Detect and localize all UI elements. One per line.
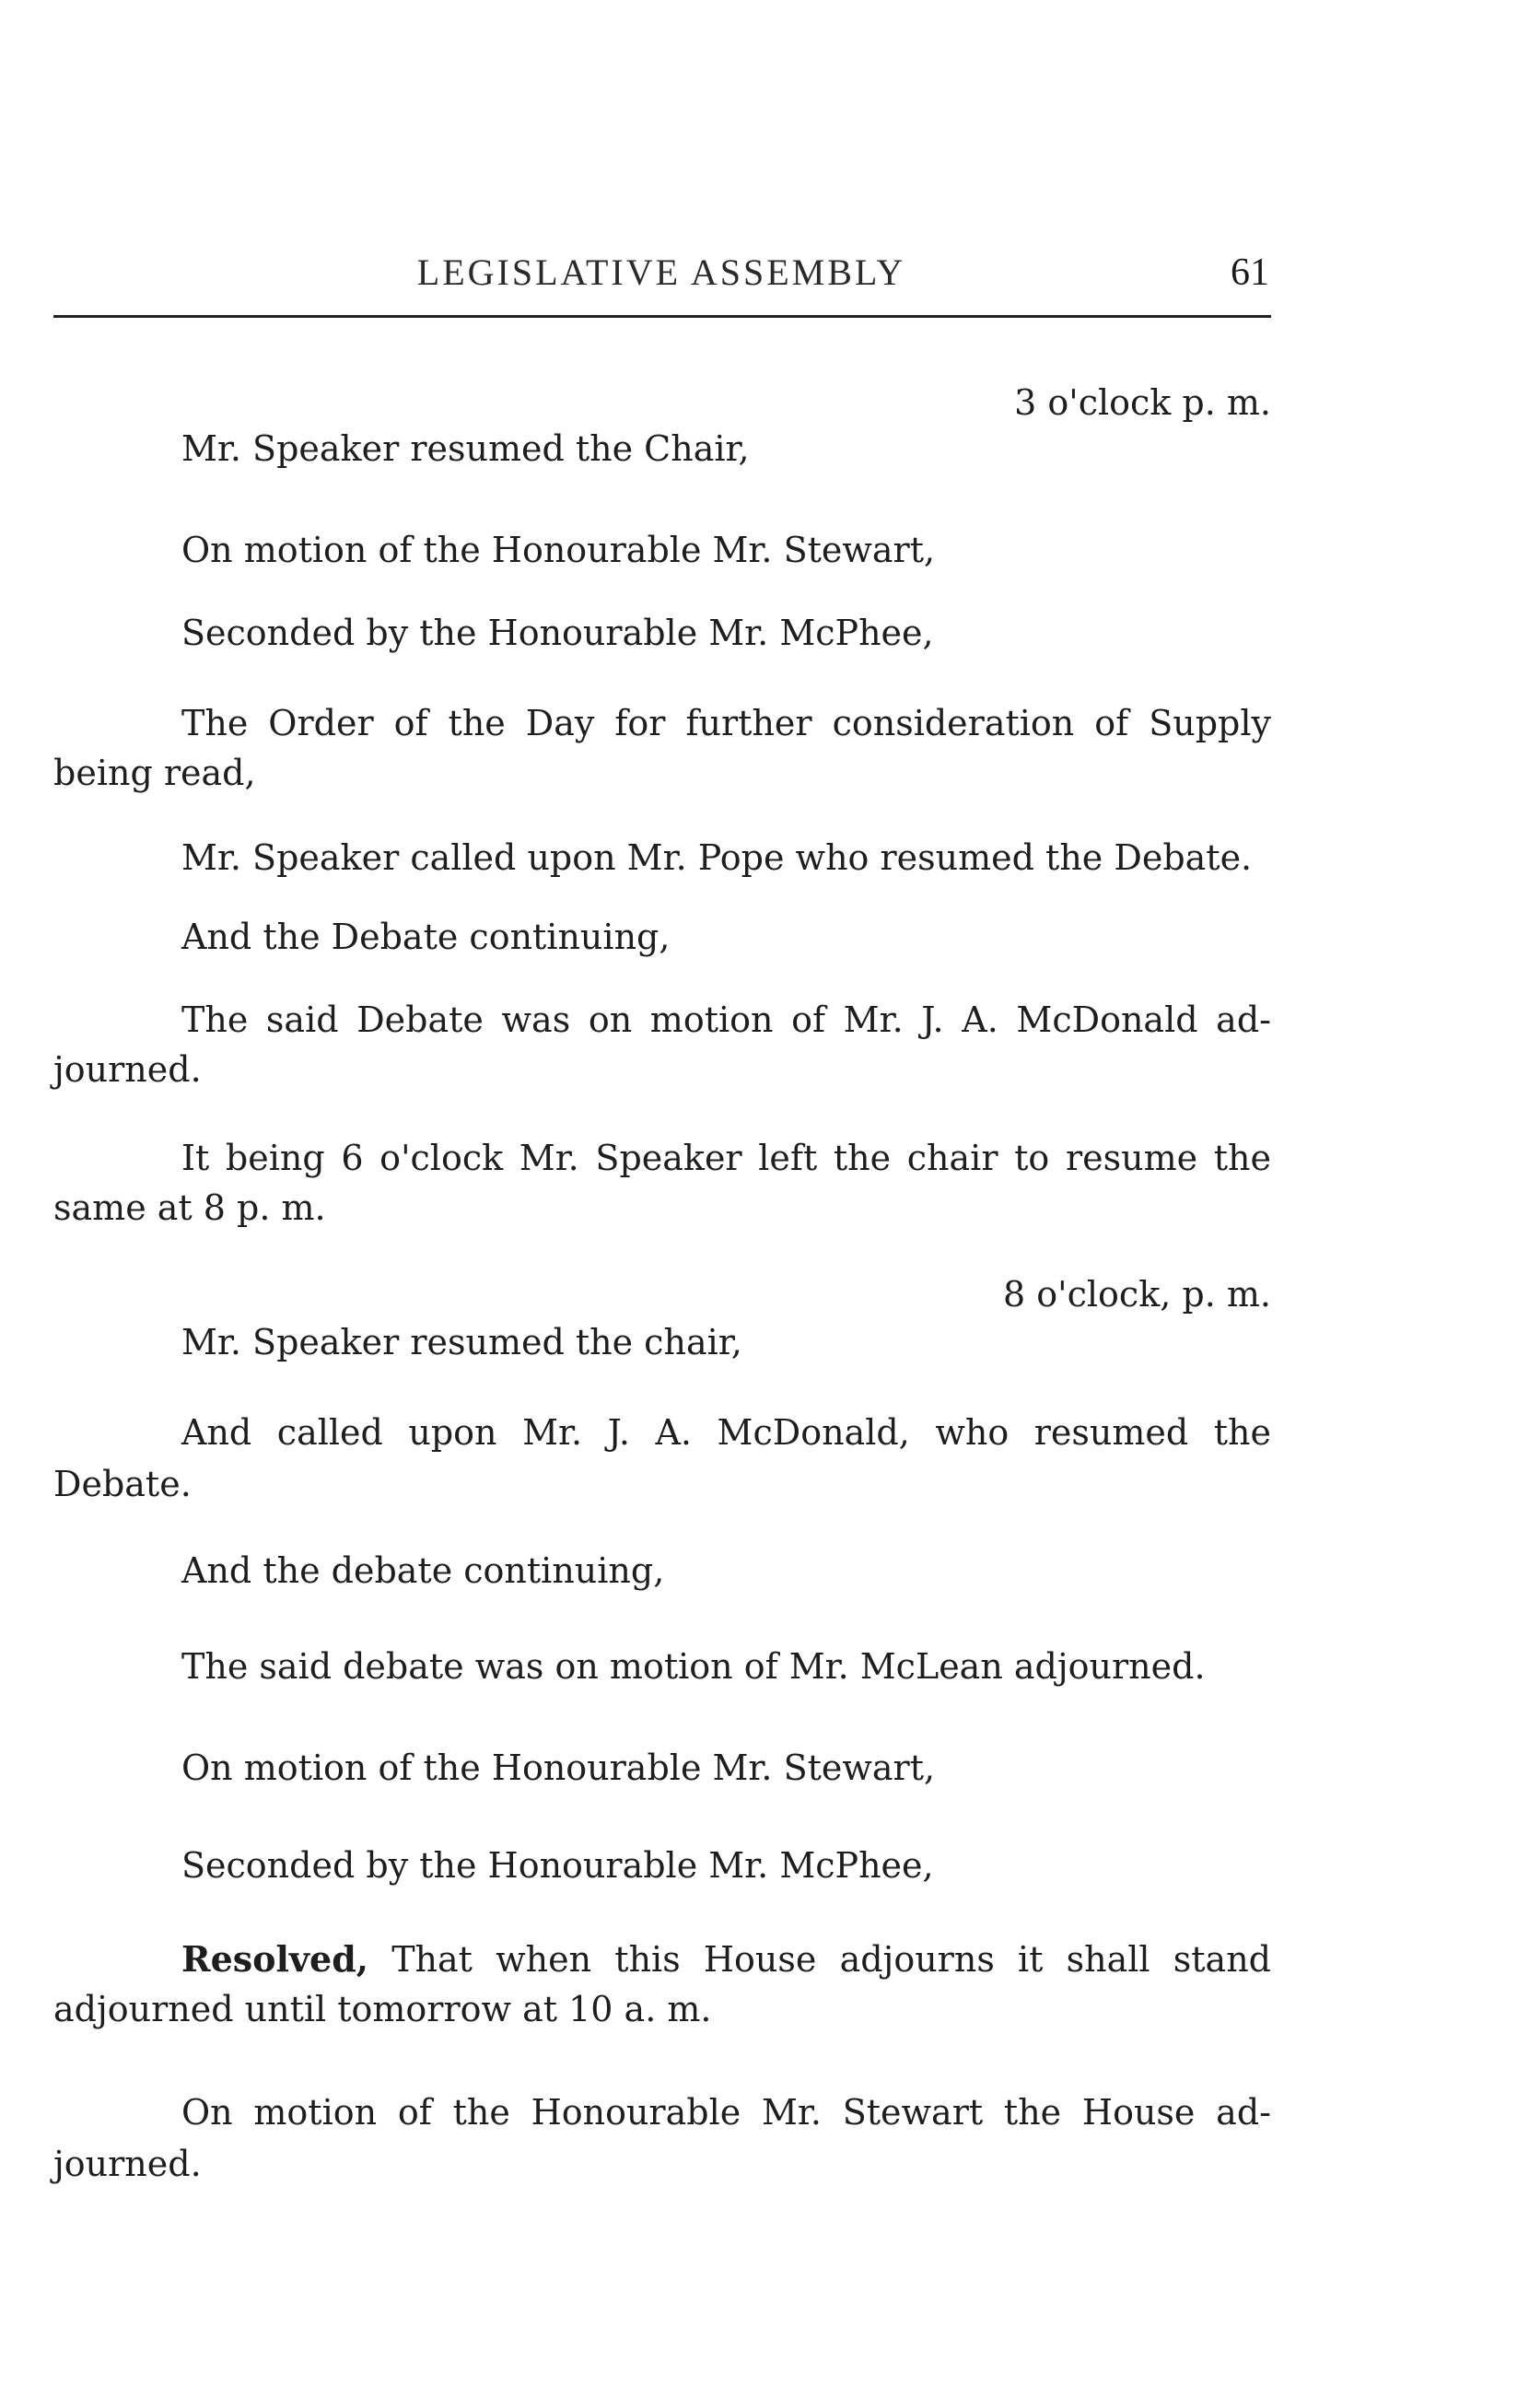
paragraph-speaker-called-pope: Mr. Speaker called upon Mr. Pope who resumed the Debate. xyxy=(181,837,1253,878)
paragraph-debate-adjourned-line2: journed. xyxy=(53,1049,202,1090)
paragraph-speaker-resumed: Mr. Speaker resumed the Chair, xyxy=(181,428,750,469)
resolved-text: That when this House adjourns it shall stand xyxy=(368,1939,1271,1980)
paragraph-debate-continuing: And the Debate continuing, xyxy=(181,917,671,957)
paragraph-speaker-resumed-chair: Mr. Speaker resumed the chair, xyxy=(181,1322,742,1362)
paragraph-debate-continuing-2: And the debate continuing, xyxy=(181,1550,665,1591)
time-stamp-3pm: 3 o'clock p. m. xyxy=(1014,382,1271,423)
page-header xyxy=(53,251,1269,315)
paragraph-six-oclock-line2: same at 8 p. m. xyxy=(53,1187,326,1228)
paragraph-order-of-day-line2: being read, xyxy=(53,753,256,793)
paragraph-seconded-mcphee-2: Seconded by the Honourable Mr. McPhee, xyxy=(181,1845,934,1886)
paragraph-debate-adjourned-line1: The said Debate was on motion of Mr. J. A. McDonald ad- xyxy=(181,999,1271,1040)
paragraph-called-mcdonald-line2: Debate. xyxy=(53,1464,192,1504)
paragraph-resolved-line1 xyxy=(181,1938,1271,1980)
paragraph-seconded-mcphee: Seconded by the Honourable Mr. McPhee, xyxy=(181,613,934,653)
paragraph-motion-stewart-2: On motion of the Honourable Mr. Stewart, xyxy=(181,1748,936,1788)
paragraph-order-of-day-line1: The Order of the Day for further consideration of Supply xyxy=(181,703,1271,743)
paragraph-mclean-adjourned: The said debate was on motion of Mr. McLean adjourned. xyxy=(181,1646,1206,1687)
paragraph-house-adjourned-line1: On motion of the Honourable Mr. Stewart the House ad- xyxy=(181,2092,1271,2133)
time-stamp-8pm: 8 o'clock, p. m. xyxy=(1003,1274,1271,1315)
paragraph-resolved-line2: adjourned until tomorrow at 10 a. m. xyxy=(53,1989,712,2029)
header-rule xyxy=(53,315,1271,318)
paragraph-house-adjourned-line2: journed. xyxy=(53,2144,202,2184)
paragraph-called-mcdonald-line1: And called upon Mr. J. A. McDonald, who resumed the xyxy=(181,1412,1271,1453)
paragraph-six-oclock-line1: It being 6 o'clock Mr. Speaker left the chair to resume the xyxy=(181,1138,1271,1178)
running-title: LEGISLATIVE ASSEMBLY xyxy=(416,251,906,293)
paragraph-motion-stewart: On motion of the Honourable Mr. Stewart, xyxy=(181,530,936,570)
resolved-label: Resolved, xyxy=(181,1938,368,1980)
page-number: 61 xyxy=(1231,251,1269,294)
